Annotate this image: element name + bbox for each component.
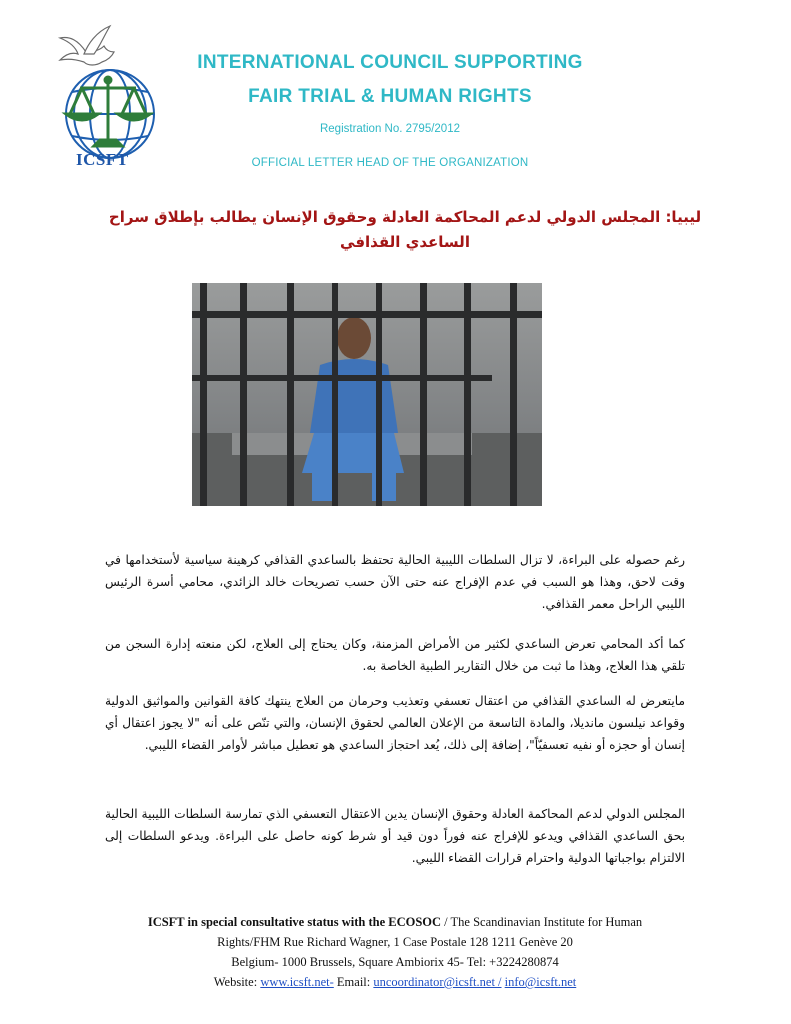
paragraph-2: كما أكد المحامي تعرض الساعدي لكثير من الأمراض المزمنة، وكان يحتاج إلى العلاج، لكن منعته إدارة السجن من تلقي هذا العلاج، وهذا ما ثبت من خلال التقارير الطبية الخاصة به.	[105, 637, 685, 673]
logo-text: ICSFT	[76, 150, 129, 169]
footer-address2: Belgium- 1000 Brussels, Square Ambiorix 45- Tel: +3224280874	[231, 955, 559, 969]
paragraph-3: مايتعرض له الساعدي القذافي من اعتقال تعسفي وتعذيب وحرمان من العلاج ينتهك كافة القوانين والمواثيق الدولية وقواعد نيلسون مانديلا، والمادة التاسعة من الإعلان العالمي لحقوق الإنسان، والتي تنّص على أنه "لا يجوز اعتقال أي إنسان أو حجزه أو نفيه تعسفيّاً"، إضافة إلى ذلك، يُعد احتجاز الساعدي هو تعطيل مباشر لأوامر القضاء الليبي.	[105, 694, 685, 752]
registration-number: Registration No. 2795/2012	[319, 123, 460, 135]
institute-name: / The Scandinavian Institute for Human	[441, 915, 643, 929]
paragraph-1: رغم حصوله على البراءة، لا تزال السلطات الليبية الحالية تحتفظ بالساعدي القذافي كرهينة سياسية لأستخدامها في وقت لاحق، وهذا هو السبب في عدم الإفراج عنه حتى الآن حسب تصريحات خالد الزائدي، محامي أسرة الرئيس الليبي الراحل معمر القذافي.	[105, 553, 685, 611]
org-name-line1: INTERNATIONAL COUNCIL SUPPORTING	[197, 52, 583, 73]
email-link-info[interactable]: info@icsft.net	[504, 975, 577, 989]
footer-line1	[60, 912, 730, 932]
footer-contacts	[60, 972, 730, 992]
dove-icon	[60, 26, 114, 65]
footer	[60, 912, 730, 992]
org-name-line2: FAIR TRIAL & HUMAN RIGHTS	[248, 86, 532, 107]
footer-address1: Rights/FHM Rue Richard Wagner, 1 Case Postale 128 1211 Genève 20	[217, 935, 573, 949]
article-title: ليبيا: المجلس الدولي لدعم المحاكمة العادلة وحقوق الإنسان يطالب بإطلاق سراح الساعدي القذافي	[108, 208, 702, 251]
email-link-coordinator[interactable]: uncoordinator@icsft.net /	[373, 975, 502, 989]
official-letterhead: OFFICIAL LETTER HEAD OF THE ORGANIZATION	[251, 157, 529, 169]
consultative-status: ICSFT in special consultative status with the ECOSOC	[147, 915, 442, 929]
email-label: Email:	[333, 975, 374, 989]
detainee-photo	[192, 283, 542, 506]
website-link[interactable]: www.icsft.net-	[260, 975, 334, 989]
paragraph-4: المجلس الدولي لدعم المحاكمة العادلة وحقوق الإنسان يدين الاعتقال التعسفي الذي تمارسة السلطات الليبية الحالية بحق الساعدي القذافي ويدعو للإفراج عنه فوراً دون قيد أو شرط كونه حاصل على البراءة. ويدعو السلطات إلى الالتزام بواجباتها الدولية واحترام قرارات القضاء الليبي.	[105, 807, 685, 865]
website-label: Website:	[213, 975, 261, 989]
